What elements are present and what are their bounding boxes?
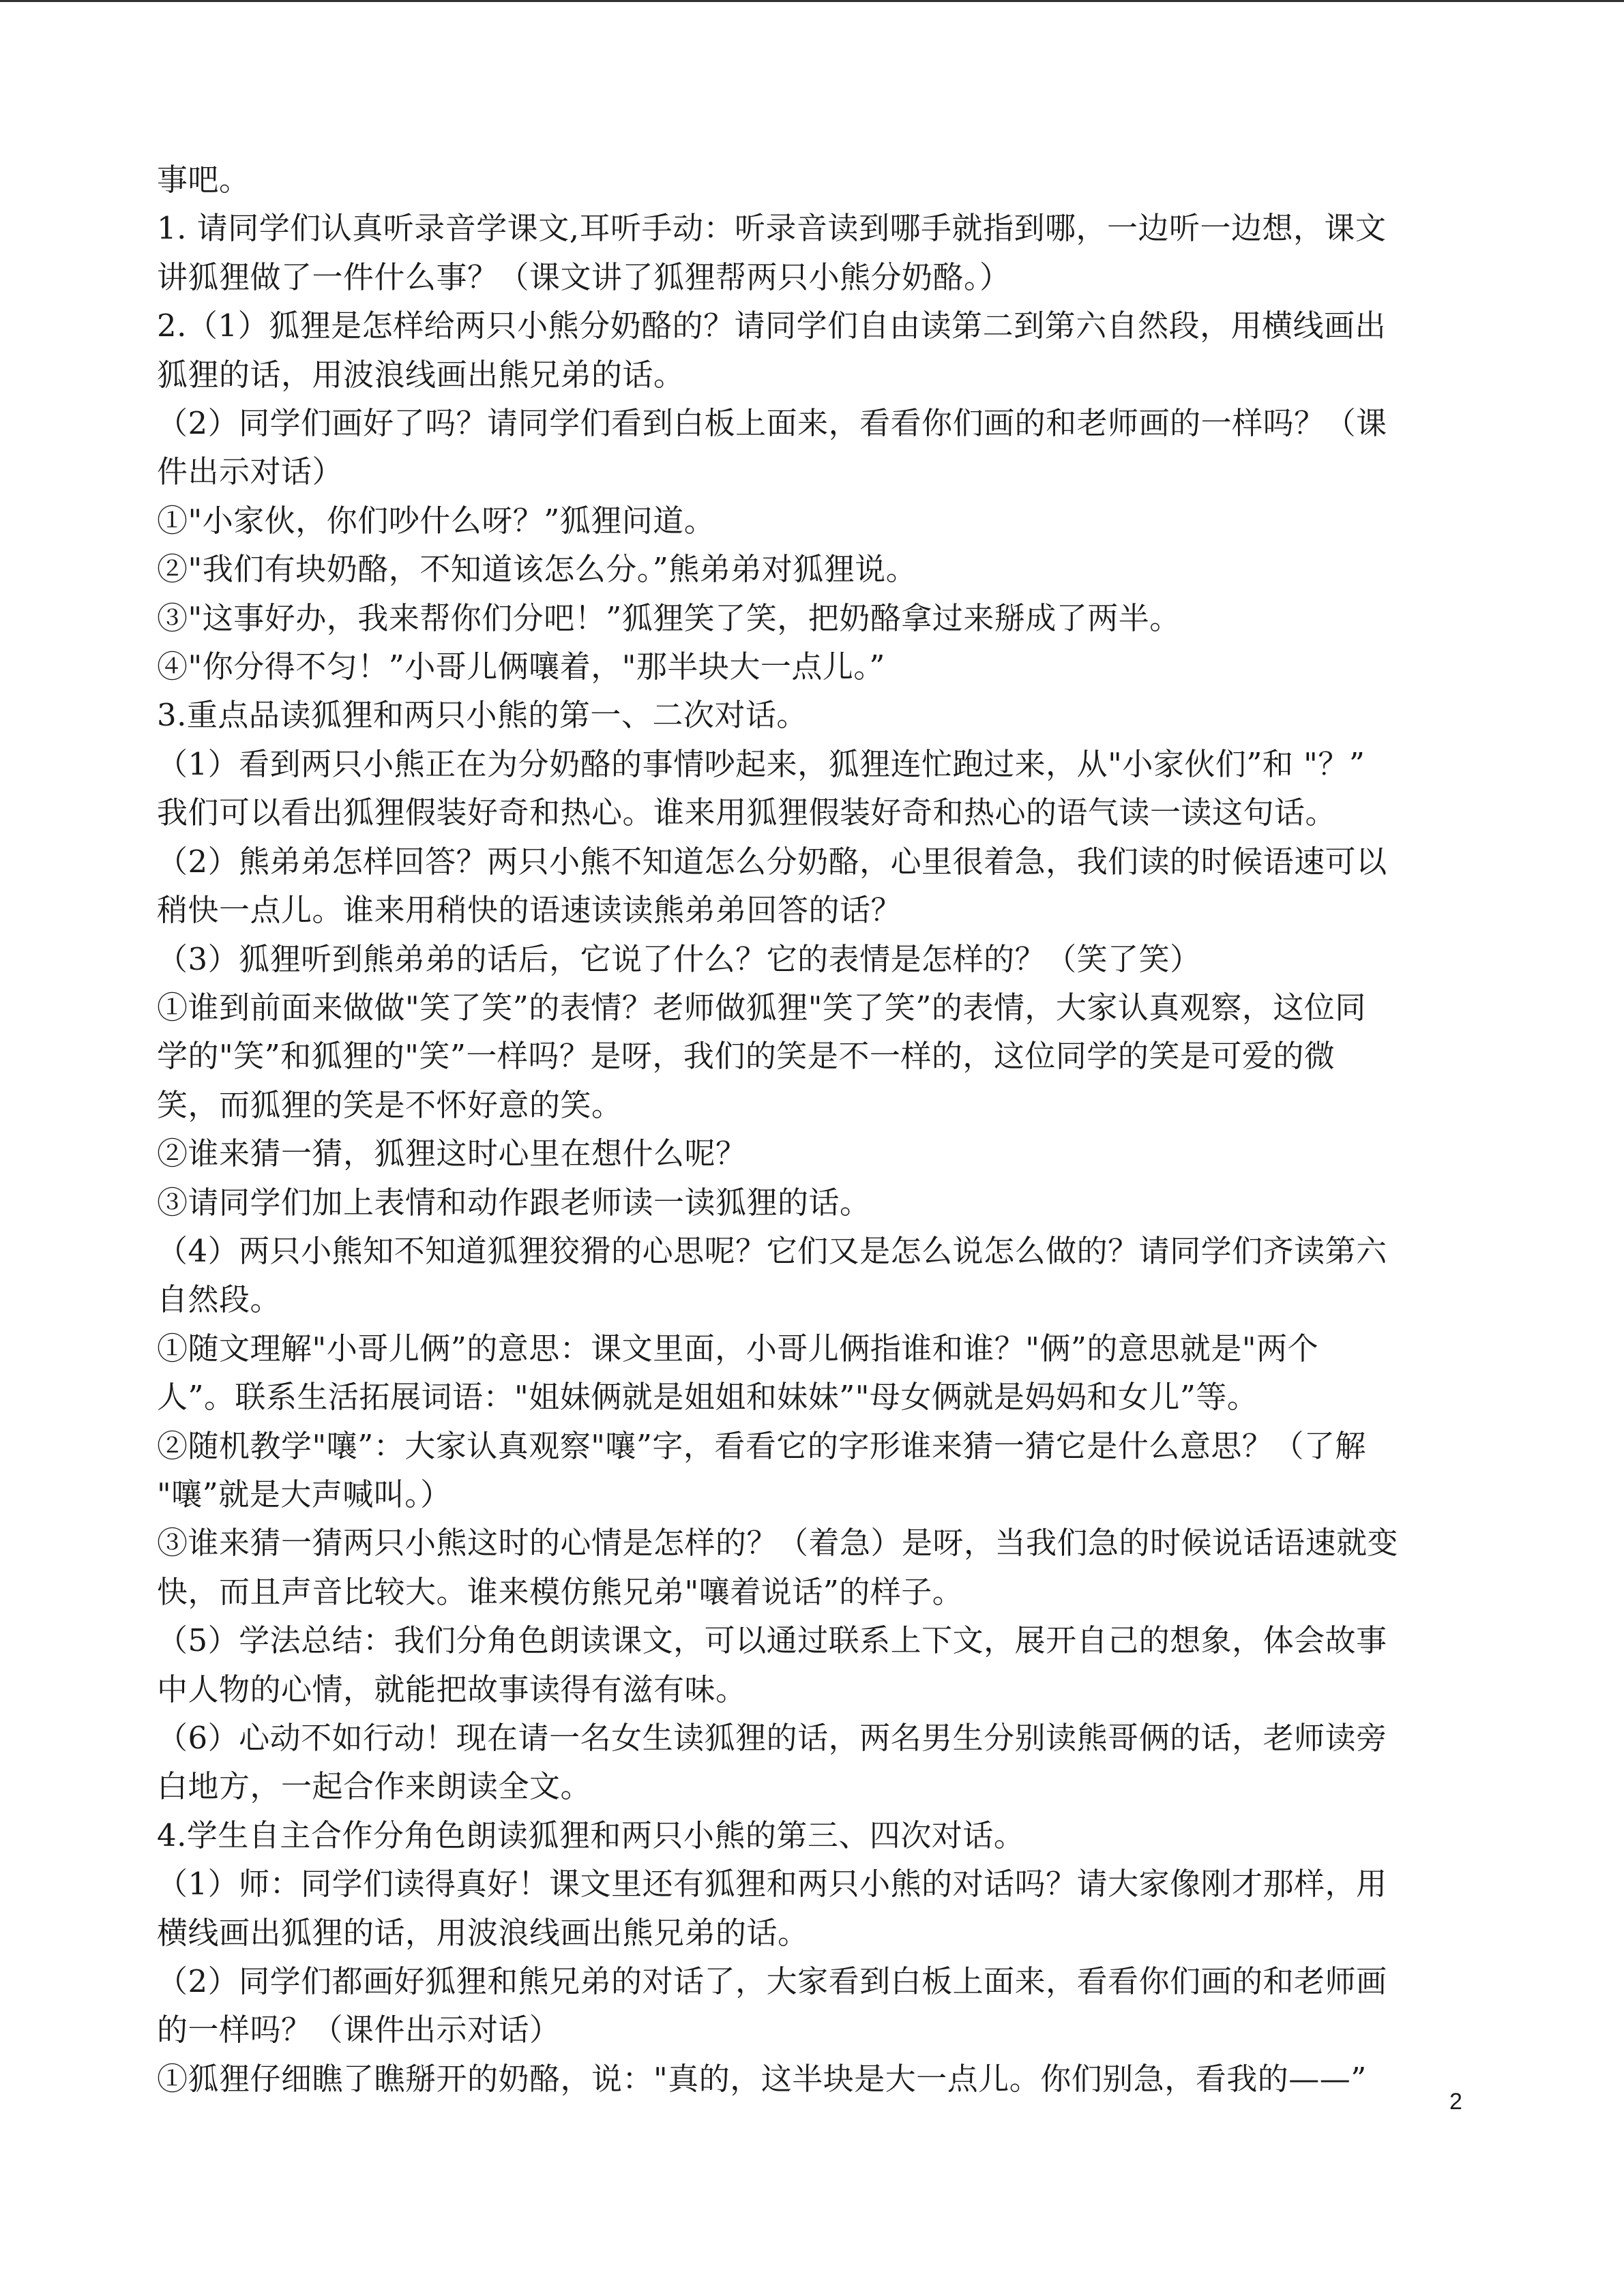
text-line: （1）师：同学们读得真好！课文里还有狐狸和两只小熊的对话吗？请大家像刚才那样，用 bbox=[157, 1866, 1387, 1903]
text-line: 事吧。 bbox=[157, 162, 250, 198]
text-line: 4.学生自主合作分角色朗读狐狸和两只小熊的第三、四次对话。 bbox=[157, 1817, 1025, 1853]
text-line: 白地方，一起合作来朗读全文。 bbox=[157, 1768, 592, 1805]
text-line: 人”。联系生活拓展词语："姐妹俩就是姐姐和妹妹”"母女俩就是妈妈和女儿”等。 bbox=[157, 1379, 1258, 1416]
text-line: 横线画出狐狸的话，用波浪线画出熊兄弟的话。 bbox=[157, 1914, 809, 1951]
text-line: 的一样吗？（课件出示对话） bbox=[157, 2012, 561, 2048]
text-line: （2）同学们都画好狐狸和熊兄弟的对话了，大家看到白板上面来，看看你们画的和老师画 bbox=[157, 1963, 1387, 2000]
text-line: 中人物的心情，就能把故事读得有滋有味。 bbox=[157, 1671, 747, 1708]
text-line: 稍快一点儿。谁来用稍快的语速读读熊弟弟回答的话？ bbox=[157, 892, 902, 929]
text-line: 3.重点品读狐狸和两只小熊的第一、二次对话。 bbox=[157, 697, 808, 734]
text-line: ②谁来猜一猜，狐狸这时心里在想什么呢？ bbox=[157, 1135, 747, 1172]
text-line: ②"我们有块奶酪，不知道该怎么分。”熊弟弟对狐狸说。 bbox=[157, 551, 917, 588]
text-line: ①随文理解"小哥儿俩”的意思：课文里面，小哥儿俩指谁和谁？"俩”的意思就是"两个 bbox=[157, 1330, 1319, 1367]
text-line: 2.（1）狐狸是怎样给两只小熊分奶酪的？请同学们自由读第二到第六自然段，用横线画出 bbox=[157, 308, 1387, 344]
text-line: （2）熊弟弟怎样回答？两只小熊不知道怎么分奶酪，心里很着急，我们读的时候语速可以 bbox=[157, 843, 1387, 880]
text-line: ③请同学们加上表情和动作跟老师读一读狐狸的话。 bbox=[157, 1184, 871, 1221]
text-line: 件出示对话） bbox=[157, 453, 344, 490]
text-line: ④"你分得不匀！”小哥儿俩嚷着，"那半块大一点儿。” bbox=[157, 648, 885, 685]
text-line: ①"小家伙，你们吵什么呀？”狐狸问道。 bbox=[157, 502, 715, 539]
document-body bbox=[157, 155, 1473, 2103]
text-line: ①狐狸仔细瞧了瞧掰开的奶酪，说："真的，这半块是大一点儿。你们别急，看我的——” bbox=[157, 2060, 1367, 2097]
text-line: （5）学法总结：我们分角色朗读课文，可以通过联系上下文，展开自己的想象，体会故事 bbox=[157, 1622, 1387, 1659]
text-line: ③"这事好办，我来帮你们分吧！”狐狸笑了笑，把奶酪拿过来掰成了两半。 bbox=[157, 599, 1181, 636]
text-line: （3）狐狸听到熊弟弟的话后，它说了什么？它的表情是怎样的？（笑了笑） bbox=[157, 940, 1201, 977]
text-line: 1. 请同学们认真听录音学课文,耳听手动：听录音读到哪手就指到哪，一边听一边想，课文 bbox=[157, 210, 1387, 247]
text-line: ①谁到前面来做做"笑了笑”的表情？老师做狐狸"笑了笑”的表情，大家认真观察，这位同 bbox=[157, 989, 1366, 1026]
text-line: 自然段。 bbox=[157, 1281, 282, 1318]
text-line: 笑，而狐狸的笑是不怀好意的笑。 bbox=[157, 1086, 623, 1123]
page-number: 2 bbox=[1449, 2089, 1462, 2115]
text-line: 讲狐狸做了一件什么事？（课文讲了狐狸帮两只小熊分奶酪。） bbox=[157, 258, 1011, 295]
text-line: ③谁来猜一猜两只小熊这时的心情是怎样的？（着急）是呀，当我们急的时候说话语速就变 bbox=[157, 1525, 1399, 1562]
text-line: （4）两只小熊知不知道狐狸狡猾的心思呢？它们又是怎么说怎么做的？请同学们齐读第六 bbox=[157, 1232, 1387, 1269]
text-line: 快，而且声音比较大。谁来模仿熊兄弟"嚷着说话”的样子。 bbox=[157, 1573, 964, 1610]
top-border-line bbox=[0, 0, 1624, 2]
text-line: ②随机教学"嚷”：大家认真观察"嚷”字，看看它的字形谁来猜一猜它是什么意思？（了解 bbox=[157, 1427, 1366, 1464]
text-line: 学的"笑”和狐狸的"笑”一样吗？是呀，我们的笑是不一样的，这位同学的笑是可爱的微 bbox=[157, 1038, 1335, 1075]
text-line: "嚷”就是大声喊叫。） bbox=[157, 1476, 452, 1512]
text-line: 我们可以看出狐狸假装好奇和热心。谁来用狐狸假装好奇和热心的语气读一读这句话。 bbox=[157, 794, 1337, 831]
text-line: 狐狸的话，用波浪线画出熊兄弟的话。 bbox=[157, 356, 685, 393]
text-line: （1）看到两只小熊正在为分奶酪的事情吵起来，狐狸连忙跑过来，从"小家伙们”和 "？” bbox=[157, 745, 1365, 782]
text-line: （2）同学们画好了吗？请同学们看到白板上面来，看看你们画的和老师画的一样吗？（课 bbox=[157, 405, 1387, 442]
text-line: （6）心动不如行动！现在请一名女生读狐狸的话，两名男生分别读熊哥俩的话，老师读旁 bbox=[157, 1720, 1387, 1756]
